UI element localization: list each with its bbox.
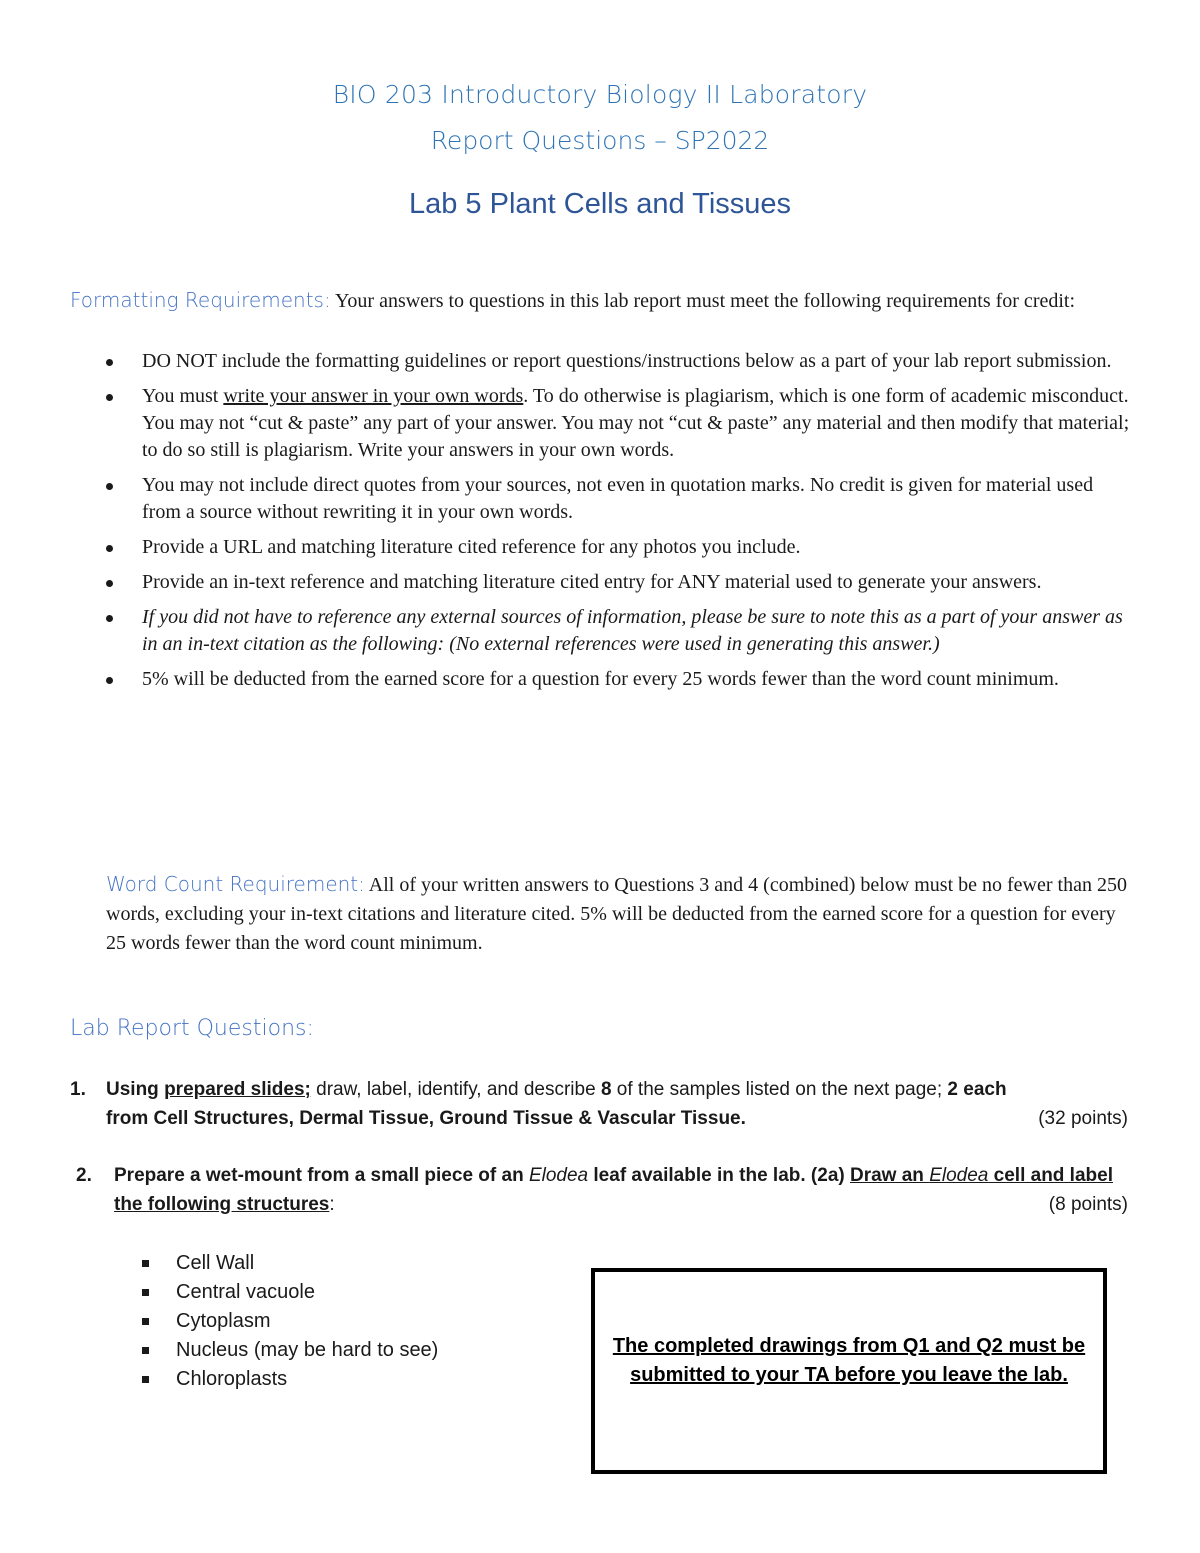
notice-text: The completed drawings from Q1 and Q2 must be submitted to your TA before you leave the lab.	[612, 1335, 1086, 1386]
list-item: Provide an in-text reference and matching literature cited entry for ANY material used to generate your answers.	[70, 569, 1130, 596]
list-item: Chloroplasts	[140, 1365, 438, 1394]
course-title: BIO 203 Introductory Biology II Laboratory	[332, 80, 868, 109]
bullet-icon	[106, 359, 113, 366]
bullet-icon	[106, 483, 113, 490]
square-bullet-icon	[142, 1318, 149, 1325]
list-item: If you did not have to reference any external sources of information, please be sure to note this as a part of your answer as in an in-text citation as the following: (No external references were used in generating this answer.)	[70, 604, 1130, 658]
word-count-requirement	[106, 870, 1130, 958]
question-1: 1. Using prepared slides; draw, label, identify, and describe 8 of the samples listed on the next page; 2 each from Cell Structures, Dermal Tissue, Ground Tissue & Vascular Tissue. (32 points)	[70, 1075, 1130, 1133]
question-points: (32 points)	[1038, 1108, 1128, 1129]
formatting-intro	[70, 286, 1130, 315]
question-points: (8 points)	[1048, 1194, 1128, 1215]
question-2: 2. Prepare a wet-mount from a small piece of an Elodea leaf available in the lab. (2a) Draw an Elodea cell and label the following structures: (8 points)	[76, 1161, 1130, 1219]
bullet-icon	[106, 394, 113, 401]
bullet-icon	[106, 545, 113, 552]
list-item: Central vacuole	[140, 1278, 438, 1307]
lab-report-questions-heading: Lab Report Questions:	[70, 1016, 314, 1041]
formatting-heading: Formatting Requirements:	[70, 288, 331, 312]
list-item: Cytoplasm	[140, 1307, 438, 1336]
list-item: Nucleus (may be hard to see)	[140, 1336, 438, 1365]
bullet-icon	[106, 677, 113, 684]
bullet-icon	[106, 580, 113, 587]
list-item: Cell Wall	[140, 1249, 438, 1278]
list-item: 5% will be deducted from the earned score for a question for every 25 words fewer than the word count minimum.	[70, 666, 1130, 693]
square-bullet-icon	[142, 1347, 149, 1354]
question-number: 1.	[70, 1079, 86, 1100]
list-item: You may not include direct quotes from your sources, not even in quotation marks. No credit is given for material used from a source without rewriting it in your own words.	[70, 472, 1130, 526]
notice-box	[591, 1268, 1107, 1474]
question-number: 2.	[76, 1165, 92, 1186]
formatting-bullet-list	[70, 348, 1130, 701]
list-item: DO NOT include the formatting guidelines or report questions/instructions below as a part of your lab report submission.	[70, 348, 1130, 375]
list-item: You must write your answer in your own words. To do otherwise is plagiarism, which is one form of academic misconduct. You may not “cut & paste” any part of your answer. You may not “cut & paste” any material and then modify that material; to do so still is plagiarism. Write your answers in your own words.	[70, 383, 1130, 464]
list-item: Provide a URL and matching literature cited reference for any photos you include.	[70, 534, 1130, 561]
lab-title: Lab 5 Plant Cells and Tissues	[408, 188, 792, 220]
word-count-heading: Word Count Requirement:	[106, 872, 365, 896]
bullet-icon	[106, 615, 113, 622]
underlined-phrase: write your answer in your own words	[223, 385, 524, 407]
report-subtitle: Report Questions – SP2022	[430, 126, 770, 155]
square-bullet-icon	[142, 1289, 149, 1296]
formatting-intro-text: Your answers to questions in this lab report must meet the following requirements for credit:	[330, 290, 1076, 312]
square-bullet-icon	[142, 1376, 149, 1383]
word-count-text: All of your written answers to Questions 3 and 4 (combined) below must be no fewer than 250 words, excluding your in-text citations and literature cited. 5% will be deducted from the earned score for a question for every 25 words fewer than the word count minimum.	[106, 874, 1127, 954]
square-bullet-icon	[142, 1260, 149, 1267]
structures-list	[140, 1249, 438, 1394]
